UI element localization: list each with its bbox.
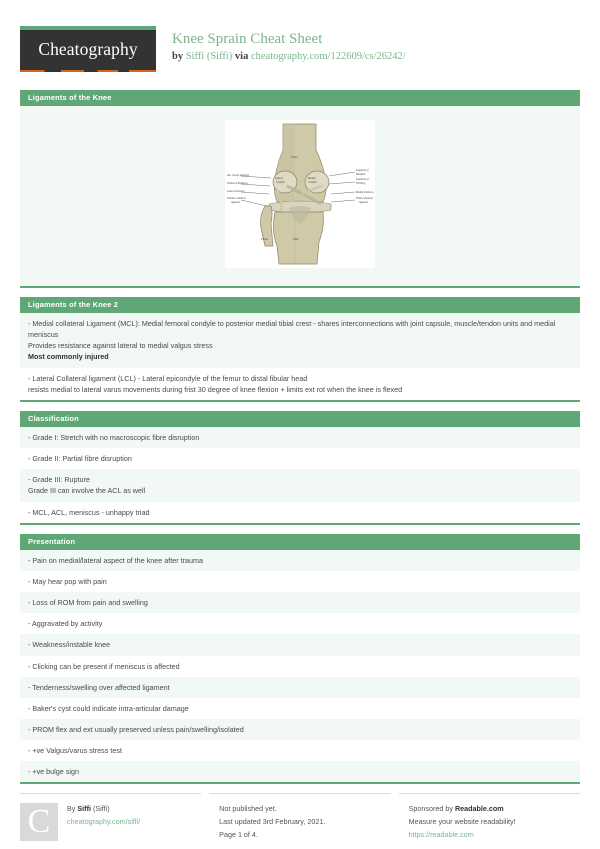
footer-author-line — [67, 803, 140, 816]
svg-text:Ligament of: Ligament of — [356, 169, 369, 172]
section-presentation — [20, 534, 580, 785]
svg-text:Medial: Medial — [308, 177, 316, 180]
section-ligaments-of-the-knee — [20, 90, 580, 288]
row-line: - +ve Valgus/varus stress test — [28, 746, 122, 756]
row-line: - Aggravated by activity — [28, 619, 103, 629]
row-line: - MCL, ACL, meniscus - unhappy triad — [28, 507, 150, 517]
row-line: - May hear pop with pain — [28, 576, 107, 586]
sponsor-tagline: Measure your website readability! — [408, 817, 516, 827]
section-title: Presentation — [20, 534, 580, 550]
title-block — [156, 26, 406, 63]
svg-text:ligament: ligament — [231, 201, 241, 204]
row-line: Grade III can involve the ACL as well — [28, 486, 146, 496]
figure-row — [20, 106, 580, 286]
row-line: - Grade III: Rupture — [28, 475, 90, 485]
cheatsheet-url-link[interactable]: cheatography.com/122609/cs/26242/ — [250, 50, 406, 62]
table-row — [20, 571, 580, 592]
svg-text:Lateral meniscus: Lateral meniscus — [227, 190, 245, 193]
footer-author-name: Siffi — [77, 804, 91, 814]
row-line: - +ve bulge sign — [28, 767, 79, 777]
logo-underline-decoration — [20, 70, 156, 72]
footer-author-handle: (Siffi) — [90, 804, 110, 814]
table-row — [20, 469, 580, 501]
row-line: - Loss of ROM from pain and swelling — [28, 598, 148, 608]
cheatography-logo-text: Cheatography — [38, 38, 138, 59]
table-row — [20, 313, 580, 368]
sponsor-prefix: Sponsored by — [408, 804, 455, 814]
footer-by-label: By — [67, 804, 78, 814]
page-number: Page 1 of 4. — [219, 829, 258, 839]
row-line: resists medial to lateral varus movements during frist 30 degree of knee flexion + limits ext rot when the knee is flexed — [28, 384, 403, 394]
table-row — [20, 634, 580, 655]
table-row — [20, 656, 580, 677]
last-updated: Last updated 3rd February, 2021. — [219, 817, 326, 827]
row-line: - PROM flex and ext usually preserved unless pain/swelling/isolated — [28, 724, 244, 734]
footer-sponsor-column — [399, 793, 580, 841]
section-body — [20, 427, 580, 523]
table-row — [20, 613, 580, 634]
knee-joint-anatomy-figure — [225, 120, 375, 268]
section-title: Classification — [20, 411, 580, 427]
sponsor-url[interactable]: https://readable.com — [408, 829, 474, 839]
section-ligaments-of-the-knee-2 — [20, 297, 580, 402]
sponsor-name[interactable]: Readable.com — [454, 804, 504, 814]
sponsor-line — [409, 803, 580, 816]
footer-author-url[interactable]: cheatography.com/siffi/ — [67, 817, 141, 827]
table-row — [20, 677, 580, 698]
svg-text:Lateral: Lateral — [275, 177, 283, 180]
svg-text:Femur: Femur — [291, 156, 298, 159]
table-row — [20, 761, 580, 782]
table-row — [20, 550, 580, 571]
publish-status: Not published yet. — [219, 804, 277, 814]
table-row — [20, 448, 580, 469]
svg-text:Wrisberg: Wrisberg — [356, 182, 366, 185]
section-body — [20, 106, 580, 286]
byline-by-label: by — [172, 50, 186, 62]
cheatography-logo[interactable] — [20, 26, 156, 72]
svg-text:Fibula: Fibula — [261, 238, 268, 241]
section-body — [20, 313, 580, 400]
table-row — [20, 427, 580, 448]
row-line: - Grade II: Partial fibre disruption — [28, 454, 132, 464]
row-line: - Weakness/instable knee — [28, 640, 111, 650]
table-row — [20, 698, 580, 719]
row-line: - Baker's cyst could indicate intra-articular damage — [28, 703, 189, 713]
row-line: - Lateral Collateral ligament (LCL) - Lateral epicondyle of the femur to distal fibular head — [28, 373, 308, 383]
section-title: Ligaments of the Knee 2 — [20, 297, 580, 313]
footer-publish-column — [209, 793, 390, 841]
svg-text:Fibular collateral: Fibular collateral — [227, 197, 246, 200]
section-classification — [20, 411, 580, 525]
page-title: Knee Sprain Cheat Sheet — [172, 31, 323, 47]
author-link[interactable]: Siffi (Siffi) — [185, 50, 233, 62]
table-row — [20, 740, 580, 761]
row-line: - Tenderness/swelling over affected ligament — [28, 682, 170, 692]
footer-author-column — [20, 793, 201, 841]
table-row — [20, 368, 580, 400]
row-line-bold: Most commonly injured — [28, 352, 109, 362]
row-line: - Pain on medial/lateral aspect of the knee after trauma — [28, 555, 203, 565]
svg-text:Tendon of Popliteus: Tendon of Popliteus — [227, 182, 248, 185]
svg-text:ligament: ligament — [359, 201, 369, 204]
page-footer — [20, 793, 580, 841]
svg-text:Ligament of: Ligament of — [356, 178, 369, 181]
page-header — [20, 26, 580, 78]
table-row — [20, 592, 580, 613]
byline — [172, 50, 406, 64]
svg-text:Medial meniscus: Medial meniscus — [356, 191, 374, 194]
row-line: - Grade I: Stretch with no macroscopic fibre disruption — [28, 432, 200, 442]
table-row — [20, 719, 580, 740]
avatar: C — [20, 803, 58, 841]
svg-text:Tibia: Tibia — [293, 238, 299, 241]
svg-text:Condyle: Condyle — [308, 181, 317, 184]
row-line: - Clicking can be present if meniscus is affected — [28, 661, 180, 671]
section-body — [20, 550, 580, 783]
svg-text:Humphry: Humphry — [356, 173, 366, 176]
byline-via-label: via — [232, 50, 251, 62]
section-title: Ligaments of the Knee — [20, 90, 580, 106]
footer-author-details — [67, 803, 140, 841]
svg-text:Condyle: Condyle — [276, 181, 285, 184]
row-line: - Medial collateral Ligament (MCL): Medial femoral condyle to posterior medial tibial crest - shares interconnections with joint capsule, muscle/tendon units and medial meniscus — [28, 319, 556, 340]
svg-text:Tibial collateral: Tibial collateral — [356, 197, 373, 200]
svg-text:Ant. crucial ligament: Ant. crucial ligament — [227, 174, 249, 177]
row-line: Provides resistance against lateral to medial valgus stress — [28, 341, 213, 351]
table-row — [20, 502, 580, 523]
